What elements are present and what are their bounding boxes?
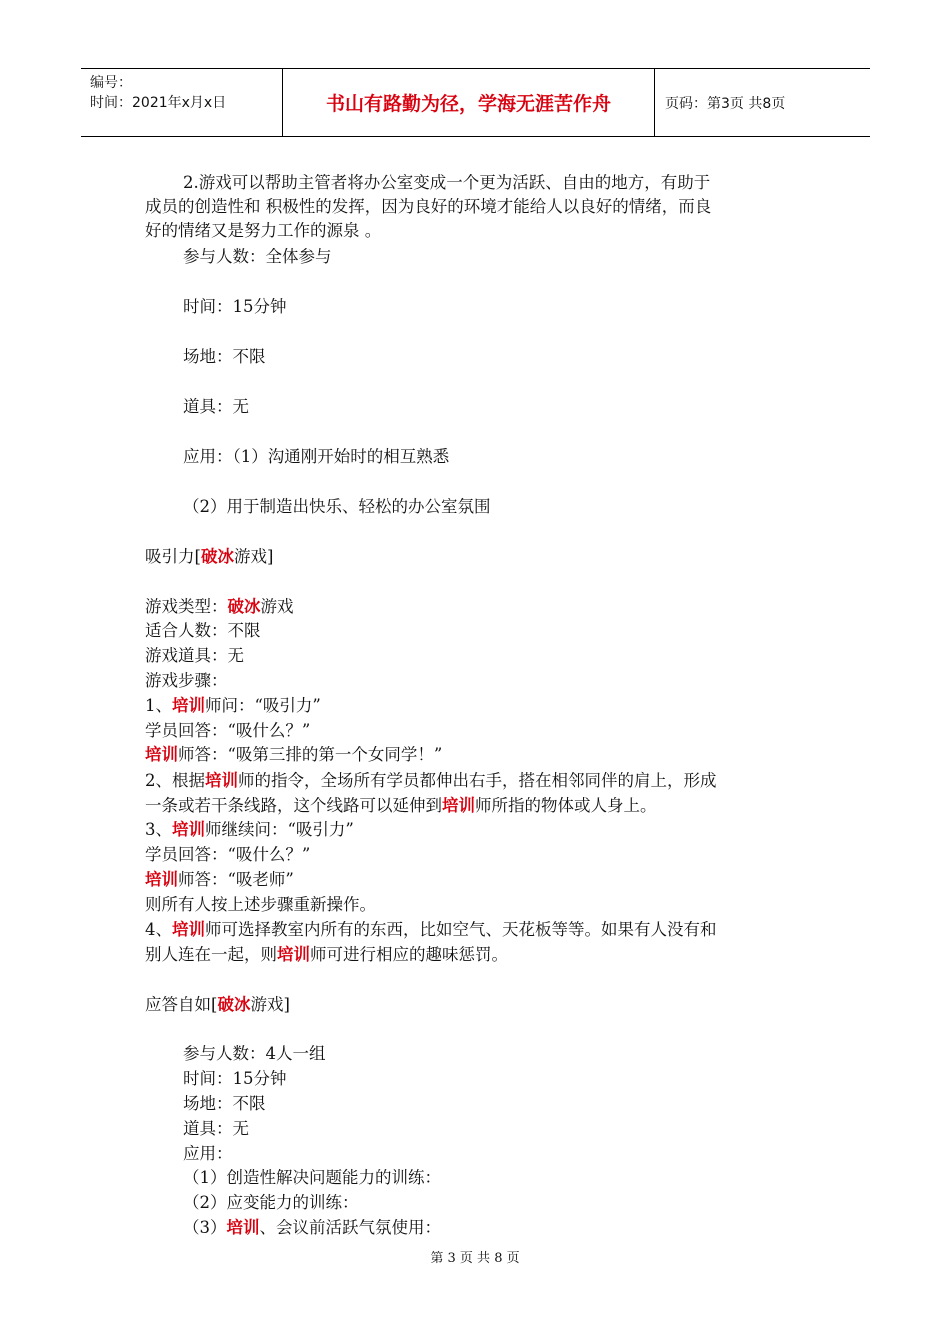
text-line xyxy=(183,1142,233,1166)
text-segment: 时间：15分钟 xyxy=(183,1069,287,1088)
highlighted-keyword: 破冰 xyxy=(227,597,261,616)
text-line xyxy=(183,1117,249,1141)
text-line xyxy=(183,1191,359,1215)
text-line xyxy=(183,1216,441,1240)
text-line xyxy=(145,993,290,1017)
text-segment: 道具：无 xyxy=(183,1119,249,1138)
text-segment: 好的情绪又是努力工作的源泉 。 xyxy=(145,221,382,240)
text-segment: 师继续问：“吸引力” xyxy=(205,820,354,839)
text-segment: 、会议前活跃气氛使用： xyxy=(259,1218,441,1237)
highlighted-keyword: 培训 xyxy=(172,696,205,715)
text-segment: 师可进行相应的趣味惩罚。 xyxy=(310,945,508,964)
text-line xyxy=(183,445,449,469)
text-line xyxy=(145,918,717,942)
text-line xyxy=(183,395,249,419)
date-label: 时间：2021年x月x日 xyxy=(90,95,227,111)
text-segment: 1、 xyxy=(145,696,172,715)
text-line xyxy=(183,345,266,369)
text-line xyxy=(145,843,310,867)
header-info-cell xyxy=(81,69,283,136)
text-line xyxy=(145,719,310,743)
text-segment: 道具：无 xyxy=(183,397,249,416)
text-segment: 师答：“吸第三排的第一个女同学！” xyxy=(178,745,443,764)
text-segment: 游戏] xyxy=(233,547,274,566)
text-line xyxy=(183,1042,326,1066)
text-segment: 游戏步骤： xyxy=(145,671,228,690)
text-segment: 场地：不限 xyxy=(183,1094,266,1113)
text-line xyxy=(145,868,294,892)
text-segment: 2.游戏可以帮助主管者将办公室变成一个更为活跃、自由的地方，有助于 xyxy=(183,173,711,192)
text-line xyxy=(183,495,491,519)
text-segment: 应用：（1）沟通刚开始时的相互熟悉 xyxy=(183,447,450,466)
text-segment: 别人连在一起，则 xyxy=(145,945,277,964)
text-segment: 成员的创造性和 积极性的发挥，因为良好的环境才能给人以良好的情绪，而良 xyxy=(145,197,712,216)
text-line xyxy=(145,644,244,668)
text-line xyxy=(145,545,273,569)
text-segment: 3、 xyxy=(145,820,172,839)
text-line xyxy=(183,1067,287,1091)
highlighted-keyword: 培训 xyxy=(442,796,475,815)
highlighted-keyword: 破冰 xyxy=(217,995,251,1014)
text-line xyxy=(145,219,381,243)
text-segment: 师可选择教室内所有的东西，比如空气、天花板等等。如果有人没有和 xyxy=(205,920,717,939)
text-line xyxy=(183,1166,441,1190)
text-segment: 师答：“吸老师” xyxy=(178,870,294,889)
text-segment: 参与人数：全体参与 xyxy=(183,247,332,266)
text-line xyxy=(145,818,354,842)
text-line xyxy=(183,171,710,195)
text-segment: 参与人数：4人一组 xyxy=(183,1044,326,1063)
text-line xyxy=(145,595,294,619)
highlighted-keyword: 培训 xyxy=(205,771,238,790)
text-segment: 则所有人按上述步骤重新操作。 xyxy=(145,895,376,914)
text-segment: 游戏] xyxy=(250,995,290,1014)
text-segment: 师问：“吸引力” xyxy=(205,696,321,715)
highlighted-keyword: 培训 xyxy=(277,945,310,964)
text-line xyxy=(145,794,657,818)
text-segment: 师所指的物体或人身上。 xyxy=(475,796,657,815)
highlighted-keyword: 破冰 xyxy=(200,547,234,566)
text-segment: 4、 xyxy=(145,920,172,939)
highlighted-keyword: 培训 xyxy=(172,920,205,939)
page-footer: 第 3 页 共 8 页 xyxy=(430,1251,520,1266)
page-header xyxy=(81,68,870,137)
text-line xyxy=(145,769,717,793)
highlighted-keyword: 培训 xyxy=(172,820,205,839)
text-segment: （1）创造性解决问题能力的训练： xyxy=(183,1168,441,1187)
text-line xyxy=(145,694,321,718)
text-line xyxy=(145,893,376,917)
text-segment: 应用： xyxy=(183,1144,233,1163)
text-segment: 2、根据 xyxy=(145,771,205,790)
text-segment: （3） xyxy=(183,1218,227,1237)
text-segment: 游戏类型： xyxy=(145,597,228,616)
text-segment: 适合人数：不限 xyxy=(145,621,261,640)
text-segment: 一条或若干条线路，这个线路可以延伸到 xyxy=(145,796,442,815)
text-segment: 师的指令，全场所有学员都伸出右手，搭在相邻同伴的肩上，形成 xyxy=(238,771,717,790)
text-line xyxy=(145,943,508,967)
text-segment: 吸引力[ xyxy=(145,547,201,566)
text-line xyxy=(145,619,261,643)
text-segment: 学员回答：“吸什么？” xyxy=(145,721,311,740)
header-motto: 书山有路勤为径，学海无涯苦作舟 xyxy=(283,69,655,136)
text-segment: （2）应变能力的训练： xyxy=(183,1193,359,1212)
text-line xyxy=(145,743,442,767)
highlighted-keyword: 培训 xyxy=(226,1218,260,1237)
text-segment: （2）用于制造出快乐、轻松的办公室氛围 xyxy=(183,497,491,516)
text-line xyxy=(145,669,228,693)
text-segment: 游戏 xyxy=(260,597,294,616)
highlighted-keyword: 培训 xyxy=(145,745,178,764)
text-segment: 应答自如[ xyxy=(145,995,218,1014)
text-line xyxy=(183,295,287,319)
text-segment: 游戏道具：无 xyxy=(145,646,244,665)
number-label: 编号： xyxy=(90,75,132,91)
header-page-number: 页码：第3页 共8页 xyxy=(665,95,786,112)
text-segment: 场地：不限 xyxy=(183,347,266,366)
text-line xyxy=(183,1092,266,1116)
text-line xyxy=(145,195,711,219)
text-line xyxy=(183,245,332,269)
text-segment: 学员回答：“吸什么？” xyxy=(145,845,311,864)
text-segment: 时间：15分钟 xyxy=(183,297,287,316)
highlighted-keyword: 培训 xyxy=(145,870,178,889)
